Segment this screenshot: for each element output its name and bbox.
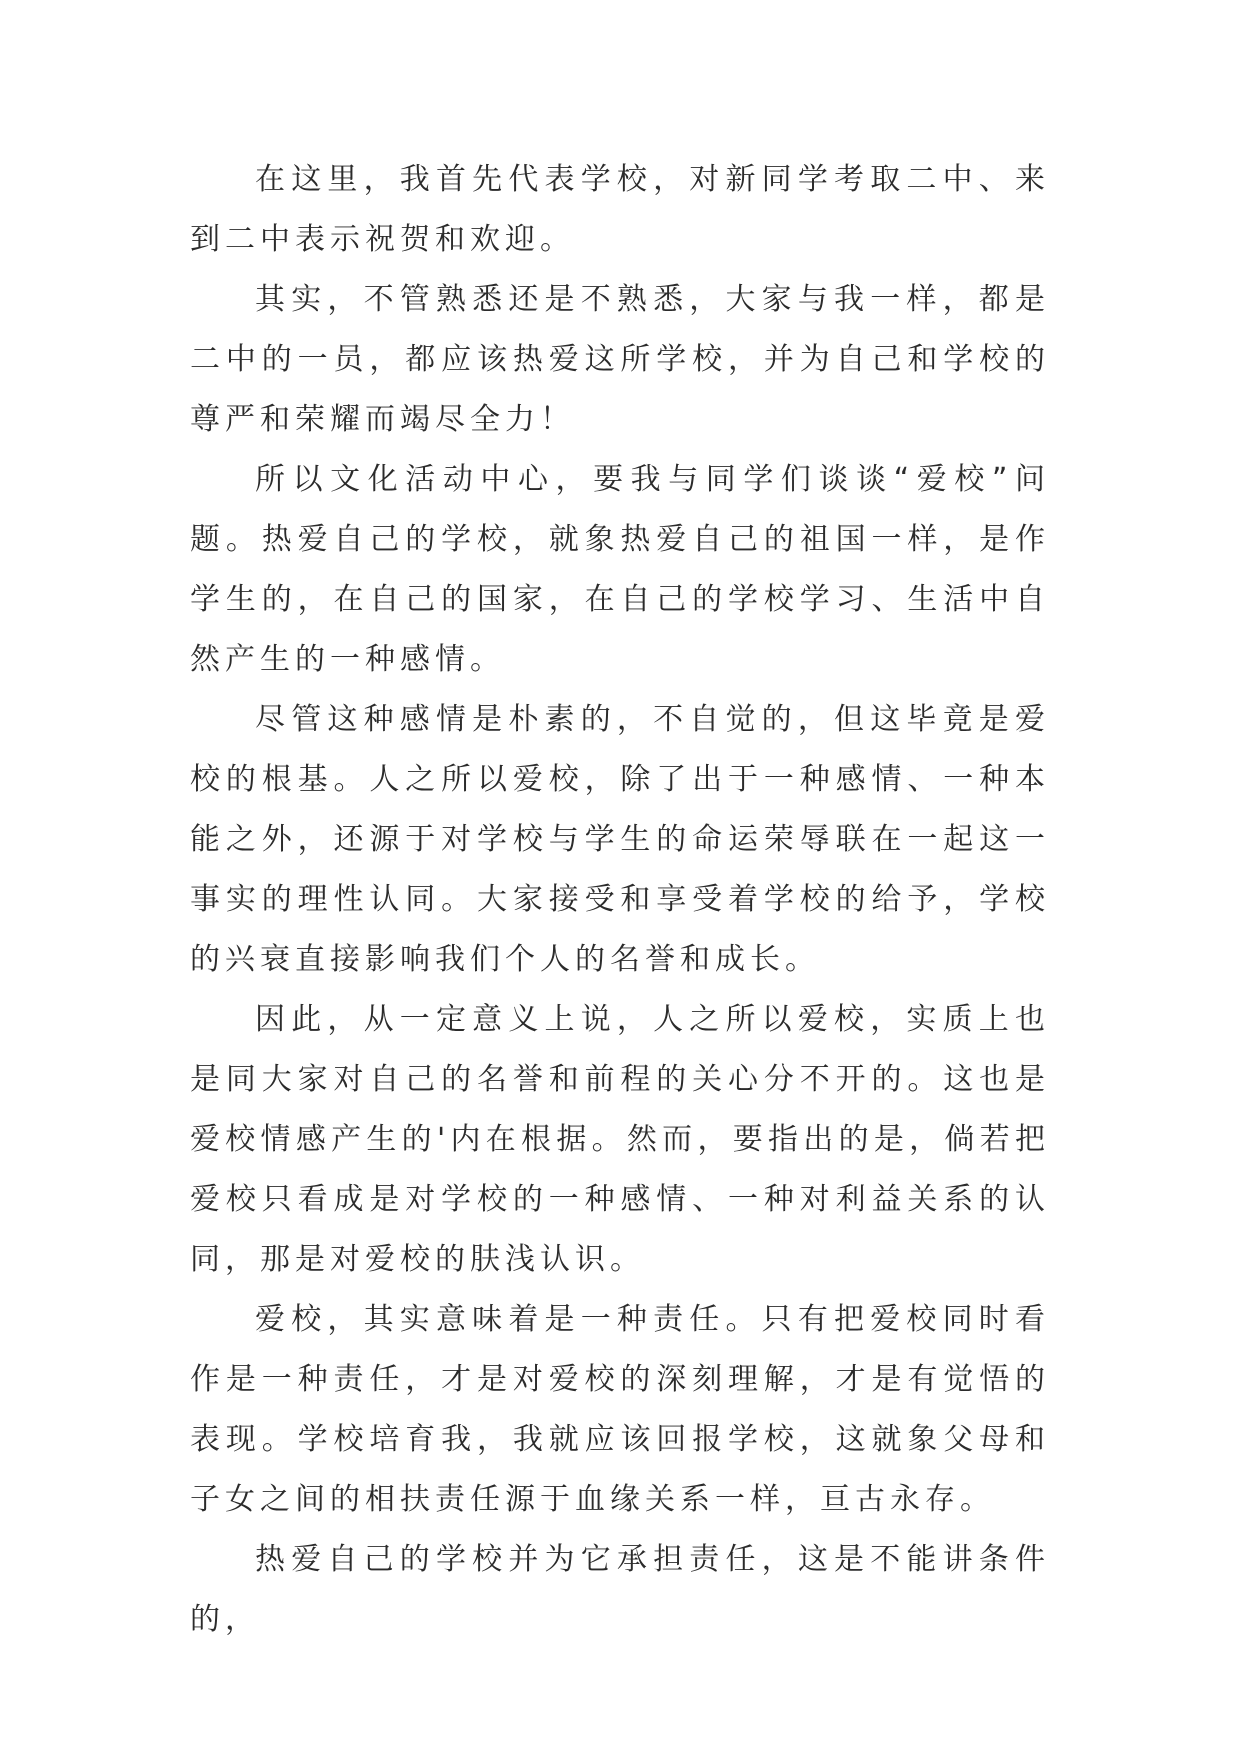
- document-body: [190, 150, 1050, 1650]
- paragraph-4: 尽管这种感情是朴素的，不自觉的，但这毕竟是爱校的根基。人之所以爱校，除了出于一种感情、一种本能之外，还源于对学校与学生的命运荣辱联在一起这一事实的理性认同。大家接受和享受着学校的给予，学校的兴衰直接影响我们个人的名誉和成长。: [190, 702, 1050, 977]
- paragraph-7: 热爱自己的学校并为它承担责任，这是不能讲条件的，: [190, 1542, 1050, 1637]
- paragraph-5: 因此，从一定意义上说，人之所以爱校，实质上也是同大家对自己的名誉和前程的关心分不开的。这也是爱校情感产生的'内在根据。然而，要指出的是，倘若把爱校只看成是对学校的一种感情、一种对利益关系的认同，那是对爱校的肤浅认识。: [190, 1002, 1050, 1277]
- paragraph-3: 所以文化活动中心，要我与同学们谈谈“爱校”问题。热爱自己的学校，就象热爱自己的祖国一样，是作学生的，在自己的国家，在自己的学校学习、生活中自然产生的一种感情。: [190, 462, 1050, 677]
- paragraph-2: 其实，不管熟悉还是不熟悉，大家与我一样，都是二中的一员，都应该热爱这所学校，并为自己和学校的尊严和荣耀而竭尽全力！: [190, 282, 1050, 437]
- paragraph-6: 爱校，其实意味着是一种责任。只有把爱校同时看作是一种责任，才是对爱校的深刻理解，才是有觉悟的表现。学校培育我，我就应该回报学校，这就象父母和子女之间的相扶责任源于血缘关系一样，亘古永存。: [190, 1302, 1050, 1517]
- paragraph-1: 在这里，我首先代表学校，对新同学考取二中、来到二中表示祝贺和欢迎。: [190, 162, 1050, 257]
